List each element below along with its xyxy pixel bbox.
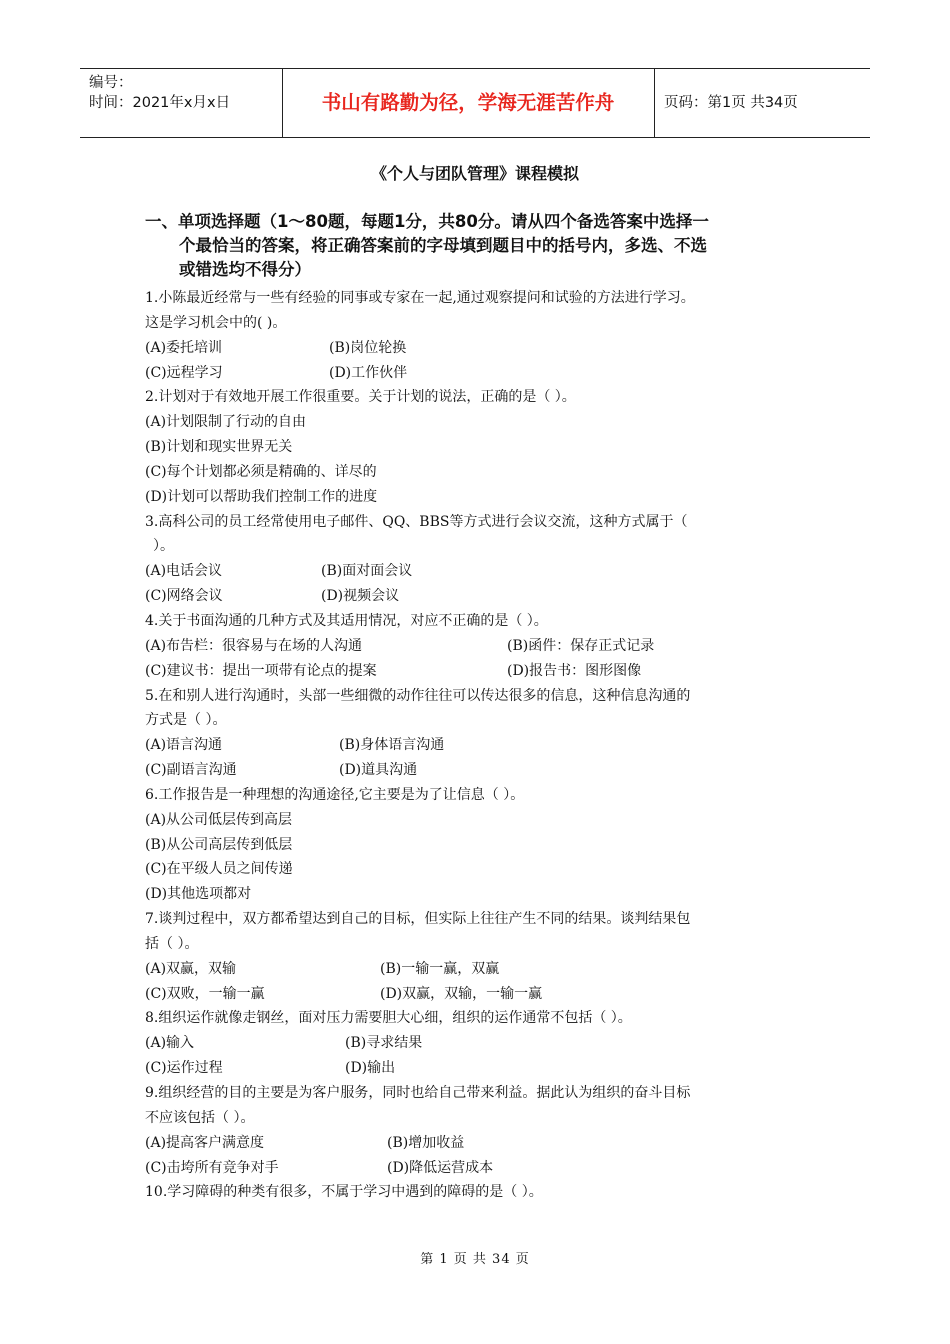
option: (C)击垮所有竞争对手 bbox=[145, 1159, 279, 1176]
question-stem: 括（ ）。 bbox=[145, 935, 199, 952]
number-label: 编号： bbox=[89, 75, 133, 91]
header-page-info: 页码：第1页 共34页 bbox=[664, 95, 798, 111]
option: (B)寻求结果 bbox=[345, 1035, 423, 1052]
question-stem: 5.在和别人进行沟通时，头部一些细微的动作往往可以传达很多的信息，这种信息沟通的 bbox=[145, 687, 691, 704]
option: (B)从公司高层传到低层 bbox=[145, 836, 293, 853]
page-header bbox=[80, 68, 870, 138]
question-stem: ）。 bbox=[153, 538, 174, 555]
option: (B)面对面会议 bbox=[321, 563, 413, 580]
option: (C)远程学习 bbox=[145, 364, 223, 381]
time-label: 时间：2021年x月x日 bbox=[89, 95, 231, 111]
option: (C)在平级人员之间传递 bbox=[145, 861, 293, 878]
option: (D)工作伙伴 bbox=[329, 364, 408, 381]
question-stem: 3.高科公司的员工经常使用电子邮件、QQ、BBS等方式进行会议交流，这种方式属于（ bbox=[145, 513, 688, 530]
option: (C)副语言沟通 bbox=[145, 762, 237, 779]
option: (D)道具沟通 bbox=[339, 762, 418, 779]
option: (D)降低运营成本 bbox=[387, 1159, 494, 1176]
option: (D)其他选项都对 bbox=[145, 886, 252, 903]
option: (D)报告书：图形图像 bbox=[507, 662, 642, 679]
section-heading-line: 或错选均不得分） bbox=[179, 260, 311, 279]
option: (D)视频会议 bbox=[321, 588, 400, 605]
question-stem: 9.组织经营的目的主要是为客户服务，同时也给自己带来利益。据此认为组织的奋斗目标 bbox=[145, 1085, 691, 1101]
option-row bbox=[145, 758, 835, 783]
option-row bbox=[145, 957, 835, 982]
option-row bbox=[145, 361, 835, 386]
option: (B)一输一赢，双赢 bbox=[380, 960, 500, 977]
document-title: 《个人与团队管理》课程模拟 bbox=[370, 164, 579, 183]
header-divider bbox=[654, 69, 655, 137]
option: (A)从公司低层传到高层 bbox=[145, 811, 293, 828]
option-row bbox=[145, 584, 835, 609]
question-stem: 7.谈判过程中，双方都希望达到自己的目标，但实际上往往产生不同的结果。谈判结果包 bbox=[145, 911, 691, 928]
option: (A)布告栏：很容易与在场的人沟通 bbox=[145, 637, 363, 654]
header-meta bbox=[89, 73, 279, 113]
option: (C)双败，一输一赢 bbox=[145, 985, 265, 1002]
question-list bbox=[145, 286, 835, 1205]
option: (D)计划可以帮助我们控制工作的进度 bbox=[145, 488, 378, 505]
option: (A)提高客户满意度 bbox=[145, 1134, 265, 1151]
option-row bbox=[145, 733, 835, 758]
option: (A)双赢，双输 bbox=[145, 960, 237, 977]
header-slogan: 书山有路勤为径，学海无涯苦作舟 bbox=[321, 91, 615, 114]
section-heading-line: 一、单项选择题（1～80题，每题1分，共80分。请从四个备选答案中选择一 bbox=[145, 212, 709, 231]
question-stem: 8.组织运作就像走钢丝，面对压力需要胆大心细，组织的运作通常不包括（ ）。 bbox=[145, 1010, 632, 1027]
option-row bbox=[145, 1031, 835, 1056]
option: (B)岗位轮换 bbox=[329, 339, 407, 356]
option: (C)建议书：提出一项带有论点的提案 bbox=[145, 662, 377, 679]
option: (C)每个计划都必须是精确的、详尽的 bbox=[145, 463, 377, 480]
option: (B)身体语言沟通 bbox=[339, 737, 445, 754]
option: (B)函件：保存正式记录 bbox=[507, 637, 655, 654]
option: (A)计划限制了行动的自由 bbox=[145, 414, 307, 431]
question-stem: 4.关于书面沟通的几种方式及其适用情况，对应不正确的是（ ）。 bbox=[145, 612, 548, 629]
option: (A)电话会议 bbox=[145, 563, 223, 580]
option: (D)双赢，双输，一输一赢 bbox=[380, 985, 543, 1002]
option-row bbox=[145, 659, 835, 684]
option: (A)语言沟通 bbox=[145, 737, 223, 754]
question-stem: 2.计划对于有效地开展工作很重要。关于计划的说法，正确的是（ ）。 bbox=[145, 389, 576, 406]
question-stem: 10.学习障碍的种类有很多，不属于学习中遇到的障碍的是（ ）。 bbox=[145, 1184, 543, 1201]
option-row bbox=[145, 336, 835, 361]
option: (B)计划和现实世界无关 bbox=[145, 439, 293, 456]
option: (A)委托培训 bbox=[145, 339, 223, 356]
option-row bbox=[145, 634, 835, 659]
option-row bbox=[145, 1156, 835, 1181]
option: (B)增加收益 bbox=[387, 1134, 465, 1151]
question-stem: 方式是（ ）。 bbox=[145, 712, 227, 729]
question-stem: 这是学习机会中的( )。 bbox=[145, 314, 287, 331]
option: (D)输出 bbox=[345, 1060, 396, 1077]
section-heading-line: 个最恰当的答案，将正确答案前的字母填到题目中的括号内，多选、不选 bbox=[179, 236, 707, 255]
question-stem: 6.工作报告是一种理想的沟通途径,它主要是为了让信息（ ）。 bbox=[145, 786, 525, 803]
section-heading bbox=[145, 210, 835, 282]
option-row bbox=[145, 1056, 835, 1081]
question-stem: 不应该包括（ ）。 bbox=[145, 1109, 255, 1126]
option-row bbox=[145, 559, 835, 584]
question-stem: 1.小陈最近经常与一些有经验的同事或专家在一起,通过观察提问和试验的方法进行学习。 bbox=[145, 290, 695, 306]
option-row bbox=[145, 982, 835, 1007]
page-footer: 第 1 页 共 34 页 bbox=[420, 1252, 530, 1267]
option-row bbox=[145, 1131, 835, 1156]
option: (C)网络会议 bbox=[145, 588, 223, 605]
option: (A)输入 bbox=[145, 1035, 195, 1052]
option: (C)运作过程 bbox=[145, 1060, 223, 1077]
